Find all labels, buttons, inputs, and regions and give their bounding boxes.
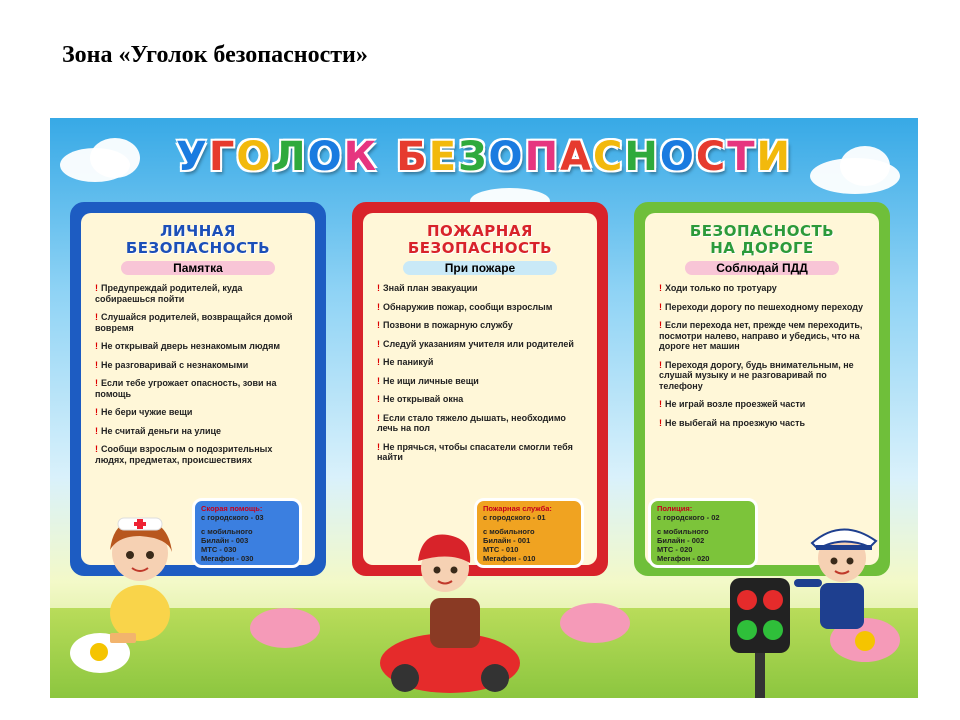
- panel-title: [363, 223, 597, 257]
- panel-title-line2: БЕЗОПАСНОСТЬ: [125, 239, 271, 257]
- contact-mts: МТС - 030: [201, 545, 237, 554]
- rule-item: [95, 312, 305, 333]
- banner-letter: К: [343, 134, 379, 180]
- rule-text: Если стало тяжело дышать, необходимо лечь на пол: [377, 412, 566, 433]
- exclamation-icon: !: [659, 320, 662, 330]
- rule-item: [377, 283, 587, 294]
- exclamation-icon: !: [95, 425, 98, 436]
- contact-megafon: Мегафон - 030: [201, 554, 254, 563]
- rule-text: Не выбегай на проезжую часть: [665, 417, 806, 428]
- exclamation-icon: !: [95, 444, 98, 454]
- banner-letter: И: [756, 134, 793, 180]
- exclamation-icon: !: [659, 301, 662, 312]
- exclamation-icon: !: [377, 320, 380, 330]
- contact-beeline: Билайн - 003: [201, 536, 249, 545]
- rules-list: [645, 283, 879, 428]
- rule-item: [95, 283, 305, 304]
- rule-item: [377, 339, 587, 350]
- rules-list: [81, 283, 315, 465]
- exclamation-icon: !: [377, 357, 380, 367]
- panel-title-line1: ПОЖАРНАЯ: [427, 222, 533, 240]
- rule-text: Позвони в пожарную службу: [383, 320, 513, 330]
- exclamation-icon: !: [377, 283, 380, 293]
- contact-landline: с городского - 02: [657, 513, 720, 522]
- rule-item: [95, 407, 305, 418]
- banner-letter: Г: [208, 134, 237, 180]
- contact-megafon: Мегафон - 020: [657, 554, 710, 563]
- rule-text: Следуй указаниям учителя или родителей: [383, 338, 574, 349]
- rule-text: Слушайся родителей, возвращайся домой вовремя: [95, 312, 293, 333]
- exclamation-icon: !: [659, 359, 662, 370]
- contact-label: Скорая помощь:: [201, 504, 263, 513]
- rule-item: [659, 399, 869, 410]
- rule-item: [659, 320, 869, 352]
- exclamation-icon: !: [377, 375, 380, 386]
- banner-letter: Л: [272, 134, 308, 180]
- banner-letter: С: [695, 134, 728, 180]
- contact-mts: МТС - 020: [657, 545, 693, 554]
- rule-item: [659, 302, 869, 313]
- rule-text: Не считай деньги на улице: [101, 425, 222, 436]
- rule-item: [95, 360, 305, 371]
- contact-landline: с городского - 03: [201, 513, 264, 522]
- exclamation-icon: !: [95, 407, 98, 417]
- rule-text: Не ищи личные вещи: [383, 375, 479, 386]
- rule-text: Не прячься, чтобы спасатели смогли тебя найти: [377, 441, 573, 462]
- banner-letter: Т: [727, 134, 757, 180]
- rule-text: Ходи только по тротуару: [665, 283, 777, 293]
- banner-letter: Е: [428, 134, 459, 180]
- rule-item: [95, 341, 305, 352]
- contact-beeline: Билайн - 002: [657, 536, 705, 545]
- rules-list: [363, 283, 597, 463]
- rule-text: Не бери чужие вещи: [101, 407, 193, 417]
- exclamation-icon: !: [95, 283, 98, 293]
- banner-letter: О: [488, 134, 525, 180]
- rule-text: Если тебе угрожает опасность, зови на помощь: [95, 378, 277, 399]
- firefighter-boy-illustration: [370, 513, 520, 693]
- rule-text: Знай план эвакуации: [383, 283, 478, 293]
- flower-decoration: [560, 603, 630, 643]
- safety-poster: [50, 118, 918, 698]
- panel-title-line1: БЕЗОПАСНОСТЬ: [689, 222, 835, 240]
- rule-item: [659, 360, 869, 392]
- rule-text: Переходи дорогу по пешеходному переходу: [665, 301, 864, 312]
- rule-item: [377, 376, 587, 387]
- exclamation-icon: !: [659, 399, 662, 409]
- banner-letter: О: [236, 134, 273, 180]
- contact-mobile-label: с мобильного: [483, 527, 535, 536]
- panel-title-line2: БЕЗОПАСНОСТЬ: [407, 239, 553, 257]
- panel-title: [645, 223, 879, 257]
- exclamation-icon: !: [95, 359, 98, 370]
- exclamation-icon: !: [377, 412, 380, 423]
- rule-text: Не открывай окна: [383, 394, 464, 404]
- rule-item: [377, 442, 587, 463]
- rule-text: Не открывай дверь незнакомым людям: [101, 341, 281, 351]
- traffic-light-illustration: [725, 578, 795, 698]
- panel-title-line1: ЛИЧНАЯ: [160, 222, 236, 240]
- rule-item: [95, 444, 305, 465]
- contact-mobile-label: с мобильного: [657, 527, 709, 536]
- banner-letter: У: [175, 134, 209, 180]
- banner-letter: О: [307, 134, 344, 180]
- contact-label: Пожарная служба:: [483, 504, 552, 513]
- rule-text: Если перехода нет, прежде чем переходить, посмотри налево, направо и убедись, что на дороге нет машин: [659, 320, 863, 351]
- panel-subtitle: Памятка: [121, 261, 275, 275]
- panel-title-line2: НА ДОРОГЕ: [710, 239, 814, 257]
- rule-item: [659, 283, 869, 294]
- exclamation-icon: !: [377, 394, 380, 404]
- contact-beeline: Билайн - 001: [483, 536, 531, 545]
- rule-item: [659, 418, 869, 429]
- rule-item: [377, 357, 587, 368]
- rule-item: [95, 378, 305, 399]
- nurse-girl-illustration: [80, 508, 210, 648]
- banner-letter: О: [659, 134, 696, 180]
- rule-text: Предупреждай родителей, куда собираешься пойти: [95, 283, 243, 304]
- banner-letter: Н: [624, 134, 660, 180]
- rule-text: Переходя дорогу, будь внимательным, не слушай музыку и не разговаривай по телефону: [659, 359, 854, 391]
- rule-item: [377, 302, 587, 313]
- exclamation-icon: !: [95, 312, 98, 322]
- page-title: Зона «Уголок безопасности»: [62, 42, 368, 68]
- contact-mts: МТС - 010: [483, 545, 519, 554]
- rule-item: [95, 426, 305, 437]
- banner-letter: С: [593, 134, 625, 180]
- banner-letter: З: [458, 134, 489, 180]
- contact-landline: с городского - 01: [483, 513, 546, 522]
- exclamation-icon: !: [95, 378, 98, 388]
- exclamation-icon: !: [377, 338, 380, 349]
- police-boy-illustration: [790, 513, 900, 643]
- rule-text: Не играй возле проезжей части: [665, 399, 806, 409]
- rule-text: Сообщи взрослым о подозрительных людях, предметах, происшествиях: [95, 444, 273, 465]
- exclamation-icon: !: [377, 441, 380, 452]
- banner-letter: А: [560, 134, 594, 180]
- contact-label: Полиция:: [657, 504, 693, 513]
- exclamation-icon: !: [659, 417, 662, 428]
- rule-text: Обнаружив пожар, сообщи взрослым: [383, 301, 553, 312]
- flower-decoration: [250, 608, 320, 648]
- rule-item: [377, 394, 587, 405]
- banner-letter: П: [524, 134, 561, 180]
- poster-banner: [50, 134, 918, 180]
- banner-letter: Б: [396, 134, 429, 180]
- panel-title: [81, 223, 315, 257]
- panel-subtitle: При пожаре: [403, 261, 557, 275]
- panel-subtitle: Соблюдай ПДД: [685, 261, 839, 275]
- rule-text: Не разговаривай с незнакомыми: [101, 359, 249, 370]
- rule-item: [377, 413, 587, 434]
- exclamation-icon: !: [95, 341, 98, 351]
- exclamation-icon: !: [659, 283, 662, 293]
- rule-text: Не паникуй: [383, 357, 434, 367]
- rule-item: [377, 320, 587, 331]
- exclamation-icon: !: [377, 301, 380, 312]
- contact-megafon: Мегафон - 010: [483, 554, 536, 563]
- contact-police: [648, 498, 758, 568]
- contact-mobile-label: с мобильного: [201, 527, 253, 536]
